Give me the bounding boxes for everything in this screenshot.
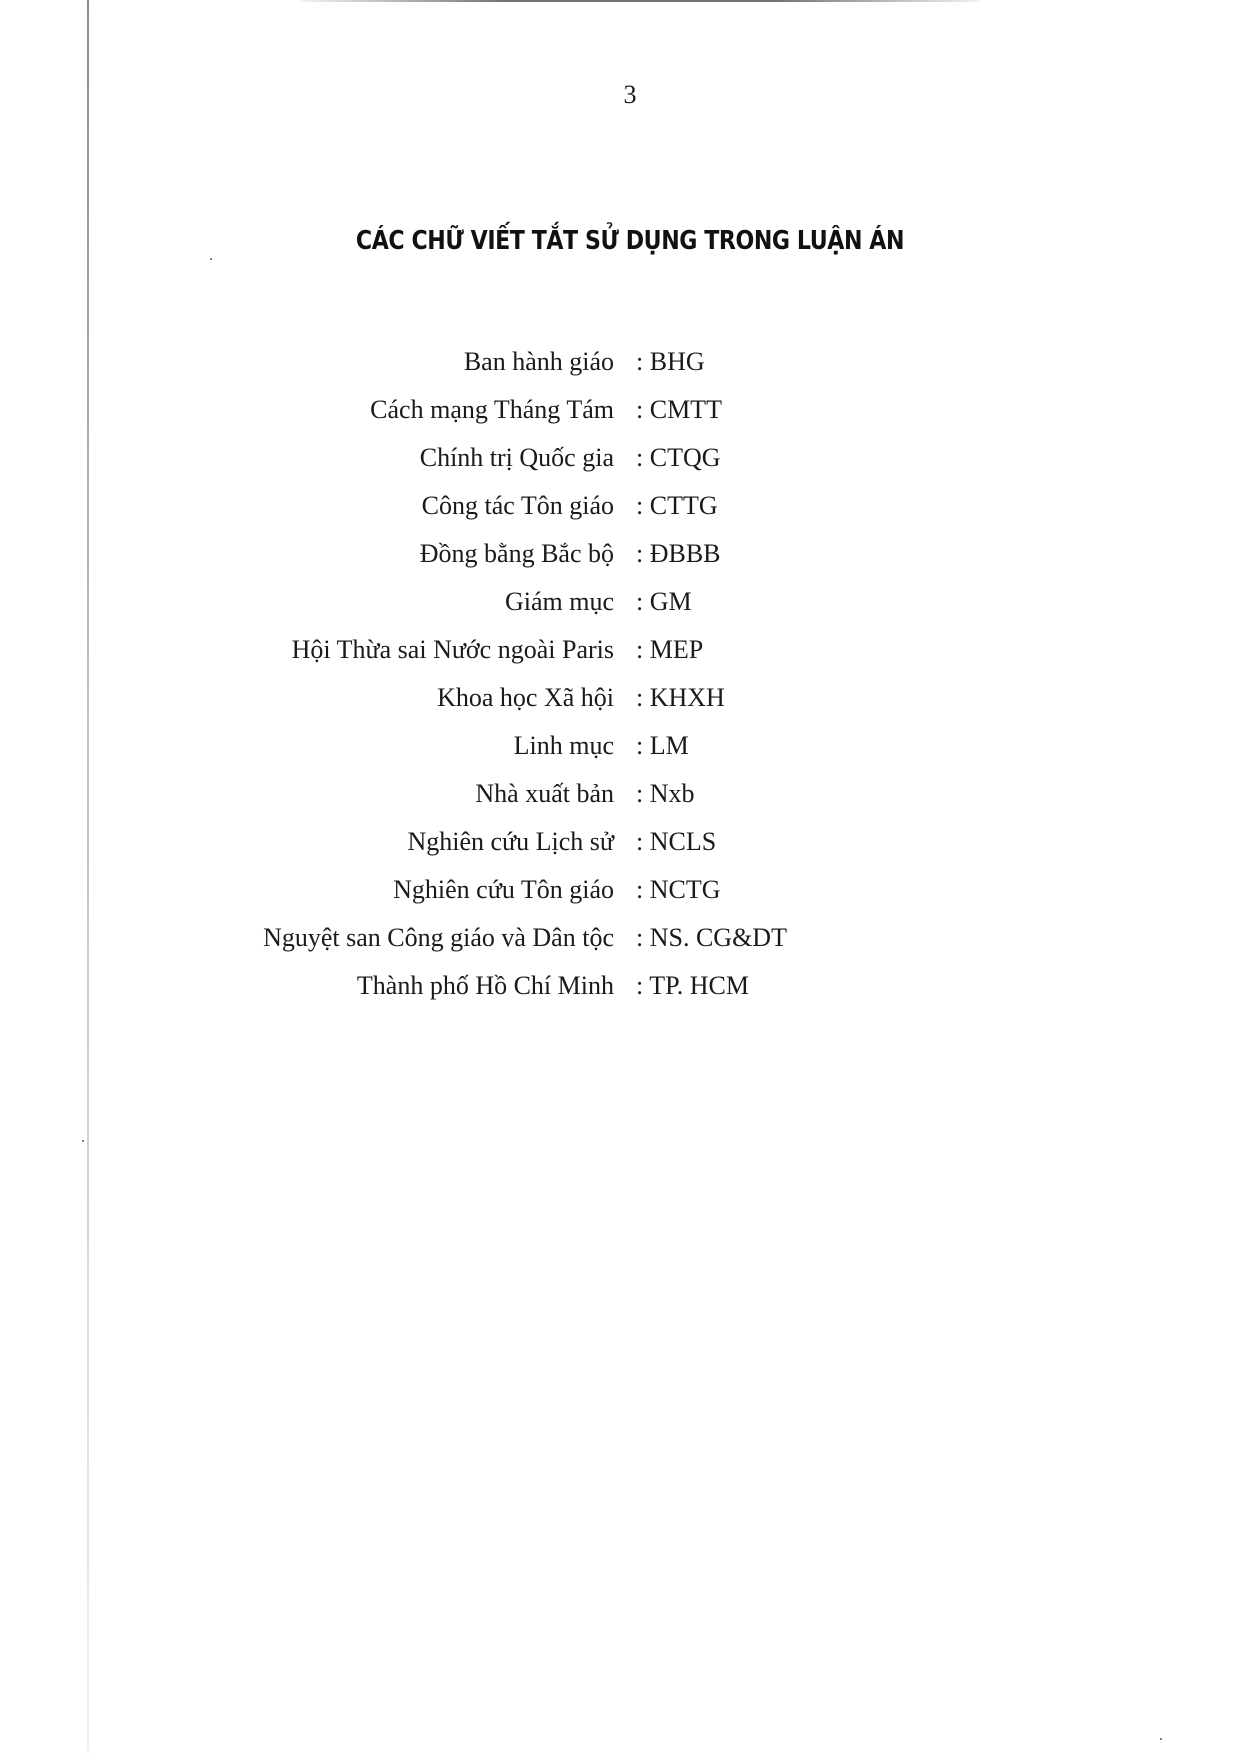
abbreviation-row xyxy=(0,386,1240,434)
abbreviation-list xyxy=(0,338,1240,1010)
abbreviation-row xyxy=(0,626,1240,674)
abbreviation-row xyxy=(0,482,1240,530)
abbreviation-code: : BHG xyxy=(636,347,705,376)
abbreviation-row xyxy=(0,434,1240,482)
abbreviation-term: Nhà xuất bản xyxy=(475,779,614,808)
abbreviation-term: Cách mạng Tháng Tám xyxy=(370,395,614,424)
abbreviation-code: : CTQG xyxy=(636,443,721,472)
abbreviation-code: : CTTG xyxy=(636,491,718,520)
abbreviation-code: : ĐBBB xyxy=(636,539,721,568)
abbreviation-term: Giám mục xyxy=(504,587,614,616)
abbreviation-row xyxy=(0,530,1240,578)
abbreviation-term: Nguyệt san Công giáo và Dân tộc xyxy=(263,923,614,952)
abbreviation-row xyxy=(0,338,1240,386)
abbreviation-row xyxy=(0,578,1240,626)
scan-edge-top xyxy=(300,0,980,2)
abbreviation-code: : MEP xyxy=(636,635,704,664)
abbreviation-term: Chính trị Quốc gia xyxy=(419,443,614,472)
abbreviation-term: Khoa học Xã hội xyxy=(437,683,614,712)
abbreviation-code: : GM xyxy=(636,587,692,616)
abbreviation-code: : NCTG xyxy=(636,875,721,904)
abbreviation-row xyxy=(0,770,1240,818)
scan-speck xyxy=(82,1140,84,1142)
abbreviation-term: Nghiên cứu Tôn giáo xyxy=(393,875,614,904)
abbreviation-code: : NS. CG&DT xyxy=(636,923,787,952)
abbreviation-code: : KHXH xyxy=(636,683,725,712)
page-title: CÁC CHỮ VIẾT TẮT SỬ DỤNG TRONG LUẬN ÁN xyxy=(355,226,905,256)
abbreviation-term: Đồng bằng Bắc bộ xyxy=(419,539,614,568)
abbreviation-row xyxy=(0,962,1240,1010)
scan-speck xyxy=(210,258,212,260)
abbreviation-row xyxy=(0,722,1240,770)
abbreviation-row xyxy=(0,914,1240,962)
abbreviation-code: : NCLS xyxy=(636,827,717,856)
scan-speck xyxy=(1160,1738,1162,1740)
abbreviation-code: : TP. HCM xyxy=(636,971,749,1000)
abbreviation-row xyxy=(0,674,1240,722)
abbreviation-code: : Nxb xyxy=(636,779,695,808)
abbreviation-row xyxy=(0,818,1240,866)
abbreviation-term: Hội Thừa sai Nước ngoài Paris xyxy=(291,635,614,664)
abbreviation-term: Ban hành giáo xyxy=(463,347,614,376)
page-number: 3 xyxy=(623,80,637,109)
abbreviation-code: : CMTT xyxy=(636,395,722,424)
abbreviation-code: : LM xyxy=(636,731,689,760)
abbreviation-row xyxy=(0,866,1240,914)
abbreviation-term: Linh mục xyxy=(513,731,614,760)
abbreviation-term: Thành phố Hồ Chí Minh xyxy=(356,971,614,1000)
abbreviation-term: Nghiên cứu Lịch sử xyxy=(407,827,614,856)
abbreviation-term: Công tác Tôn giáo xyxy=(421,491,614,520)
